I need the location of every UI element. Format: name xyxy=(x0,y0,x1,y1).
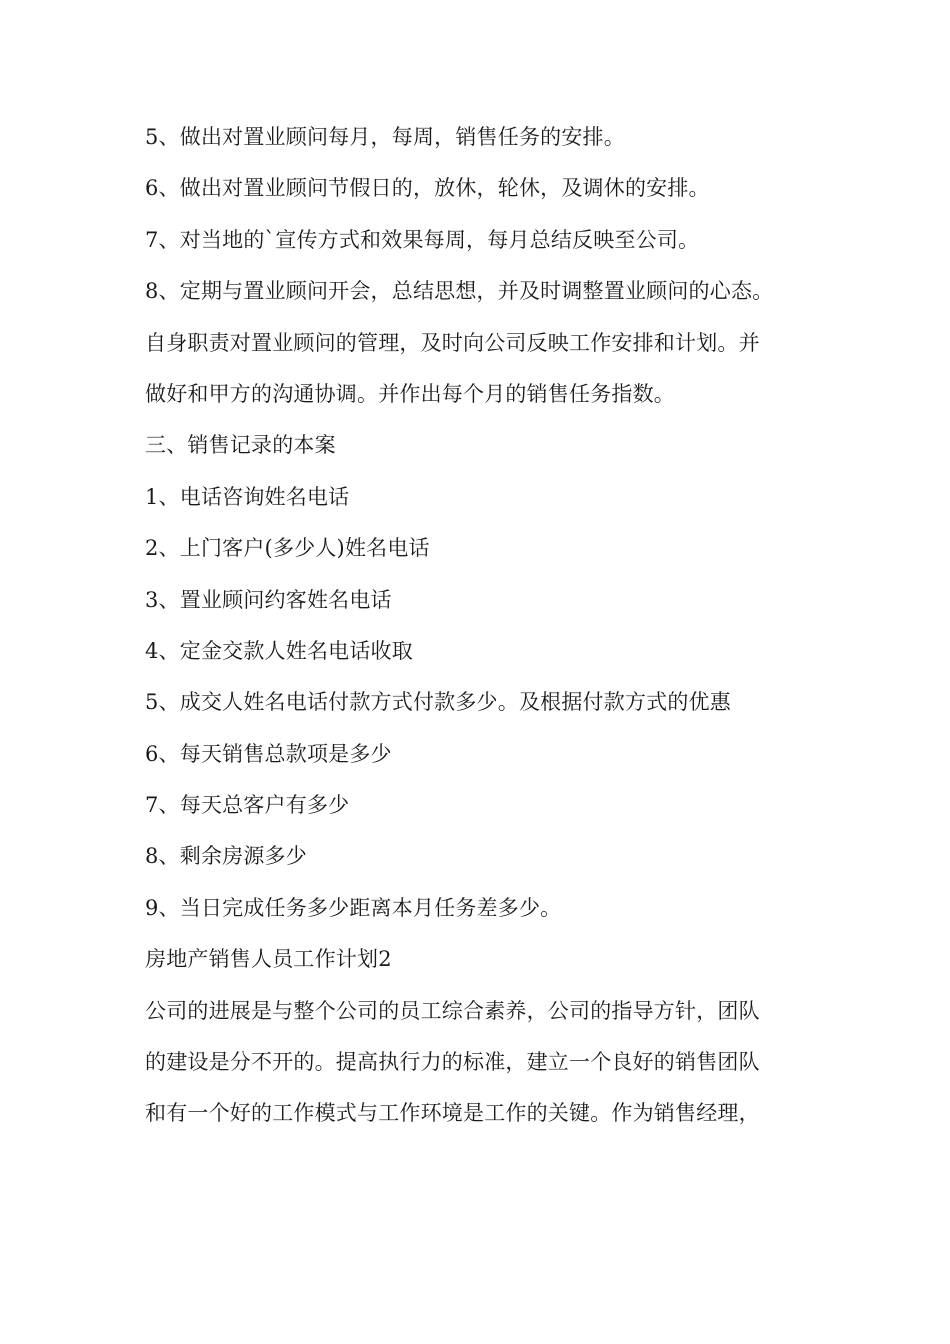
text-line: 6、做出对置业顾问节假日的，放休，轮休，及调休的安排。 xyxy=(145,176,710,201)
section-heading: 三、销售记录的本案 xyxy=(145,433,336,458)
document-heading: 房地产销售人员工作计划2 xyxy=(145,947,392,972)
list-item: 3、置业顾问约客姓名电话 xyxy=(145,587,392,612)
list-item: 4、定金交款人姓名电话收取 xyxy=(145,638,413,663)
text-line: 公司的进展是与整个公司的员工综合素养，公司的指导方针，团队 xyxy=(145,998,760,1023)
text-line: 的建设是分不开的。提高执行力的标准，建立一个良好的销售团队 xyxy=(145,1050,760,1075)
text-line: 自身职责对置业顾问的管理，及时向公司反映工作安排和计划。并 xyxy=(145,330,760,355)
text-line: 7、对当地的`宣传方式和效果每周，每月总结反映至公司。 xyxy=(145,227,700,252)
document-body xyxy=(145,112,805,1140)
text-line: 5、做出对置业顾问每月，每周，销售任务的安排。 xyxy=(145,125,625,149)
text-line: 和有一个好的工作模式与工作环境是工作的关键。作为销售经理， xyxy=(145,1101,760,1126)
list-item: 8、剩余房源多少 xyxy=(145,844,307,869)
list-item: 6、每天销售总款项是多少 xyxy=(145,741,392,766)
list-item: 2、上门客户(多少人)姓名电话 xyxy=(145,536,430,561)
list-item: 1、电话咨询姓名电话 xyxy=(145,484,350,509)
text-line: 做好和甲方的沟通协调。并作出每个月的销售任务指数。 xyxy=(145,381,675,406)
list-item: 7、每天总客户有多少 xyxy=(145,793,350,818)
list-item: 5、成交人姓名电话付款方式付款多少。及根据付款方式的优惠 xyxy=(145,690,731,715)
list-item: 9、当日完成任务多少距离本月任务差多少。 xyxy=(145,895,562,920)
text-line: 8、定期与置业顾问开会，总结思想，并及时调整置业顾问的心态。 xyxy=(145,279,774,304)
